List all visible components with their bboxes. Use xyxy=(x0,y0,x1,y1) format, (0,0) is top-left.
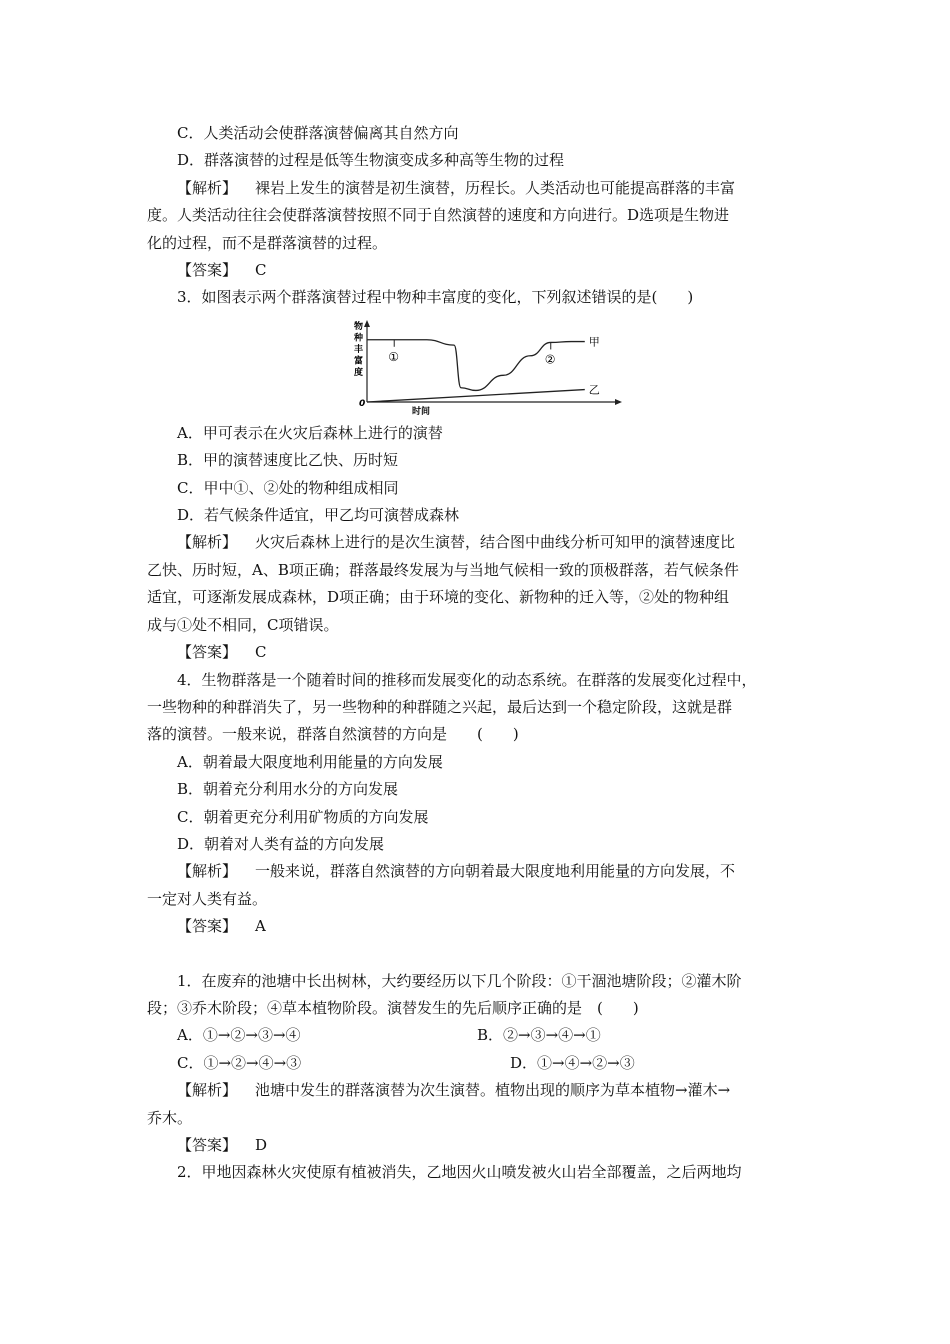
chart-svg xyxy=(337,316,627,416)
y-axis-label-char: 富 xyxy=(354,356,364,367)
analysis-text: 度。人类活动往往会使群落演替按照不同于自然演替的速度和方向进行。D选项是生物进 xyxy=(147,206,730,225)
analysis xyxy=(147,1077,807,1104)
option-c: C．朝着更充分利用矿物质的方向发展 xyxy=(177,807,429,826)
option-a: A．①→②→③→④ xyxy=(177,1026,301,1045)
option-d: D．群落演替的过程是低等生物演变成多种高等生物的过程 xyxy=(177,151,565,170)
series-label-2: 乙 xyxy=(588,383,600,397)
analysis xyxy=(147,175,807,202)
analysis-text: 化的过程，而不是群落演替的过程。 xyxy=(147,233,388,252)
answer-value: D xyxy=(255,1136,268,1154)
x-axis-label: 时间 xyxy=(412,406,431,416)
option-b: B．甲的演替速度比乙快、历时短 xyxy=(177,451,399,470)
question-stem: 落的演替。一般来说，群落自然演替的方向是 ( ) xyxy=(147,725,519,744)
analysis-text: 一般来说，群落自然演替的方向朝着最大限度地利用能量的方向发展，不 xyxy=(255,862,736,881)
question-stem: 一些物种的种群消失了，另一些物种的种群随之兴起，最后达到一个稳定阶段，这就是群 xyxy=(147,697,733,716)
option-row xyxy=(147,1022,807,1049)
analysis-text: 裸岩上发生的演替是初生演替，历程长。人类活动也可能提高群落的丰富 xyxy=(255,178,736,197)
y-axis-label-char: 种 xyxy=(354,333,364,344)
series-label-1: 甲 xyxy=(588,335,600,349)
succession-chart xyxy=(147,316,807,416)
origin-label: 0 xyxy=(359,398,366,409)
option-b: B．朝着充分利用水分的方向发展 xyxy=(177,780,399,799)
analysis-tag: 【解析】 xyxy=(177,178,238,197)
answer-value: C xyxy=(255,261,267,280)
analysis xyxy=(147,858,807,885)
option-d: D．若气候条件适宜，甲乙均可演替成森林 xyxy=(177,506,460,525)
analysis-tag: 【解析】 xyxy=(177,1081,238,1100)
analysis-tag: 【解析】 xyxy=(177,533,238,552)
y-axis-label-char: 物 xyxy=(354,321,364,332)
analysis xyxy=(147,529,807,556)
analysis-text: 乔木。 xyxy=(147,1108,193,1127)
analysis-text: 成与①处不相同，C项错误。 xyxy=(147,615,339,634)
question-stem: 4．生物群落是一个随着时间的推移而发展变化的动态系统。在群落的发展变化过程中， xyxy=(177,670,757,689)
answer-value: C xyxy=(255,643,267,662)
option-c: C．甲中①、②处的物种组成相同 xyxy=(177,478,399,497)
answer xyxy=(147,1132,807,1159)
series-line-2 xyxy=(367,389,585,401)
analysis-text: 池塘中发生的群落演替为次生演替。植物出现的顺序为草本植物→灌木→ xyxy=(255,1081,731,1100)
option-b: B．②→③→④→① xyxy=(477,1026,601,1045)
option-c: C．①→②→④→③ xyxy=(177,1053,302,1072)
answer-tag: 【答案】 xyxy=(177,261,238,280)
chart-axes xyxy=(364,320,622,405)
question-stem: 2．甲地因森林火灾使原有植被消失，乙地因火山喷发被火山岩全部覆盖，之后两地均 xyxy=(177,1163,742,1182)
document-page xyxy=(147,120,807,1187)
option-row xyxy=(147,1050,807,1077)
question-stem: 段；③乔木阶段；④草本植物阶段。演替发生的先后顺序正确的是 ( ) xyxy=(147,998,639,1017)
option-d: D．朝着对人类有益的方向发展 xyxy=(177,834,385,853)
answer-value: A xyxy=(255,917,266,936)
answer xyxy=(147,913,807,940)
chart-series xyxy=(367,340,585,402)
answer xyxy=(147,639,807,666)
annotation-1: ① xyxy=(388,349,399,364)
analysis-text: 火灾后森林上进行的是次生演替，结合图中曲线分析可知甲的演替速度比 xyxy=(255,533,736,552)
answer-tag: 【答案】 xyxy=(177,643,238,662)
analysis-tag: 【解析】 xyxy=(177,862,238,881)
answer-tag: 【答案】 xyxy=(177,917,238,936)
x-axis-arrow xyxy=(615,399,622,405)
option-a: A．甲可表示在火灾后森林上进行的演替 xyxy=(177,423,443,442)
question-stem: 3．如图表示两个群落演替过程中物种丰富度的变化，下列叙述错误的是( ) xyxy=(177,288,694,307)
section-gap xyxy=(147,941,807,968)
annotation-2: ② xyxy=(544,352,556,367)
answer-tag: 【答案】 xyxy=(177,1136,238,1154)
option-d: D．①→④→②→③ xyxy=(510,1053,635,1072)
answer xyxy=(147,257,807,284)
y-axis-arrow xyxy=(364,320,370,327)
analysis-text: 一定对人类有益。 xyxy=(147,889,268,908)
question-stem: 1．在废弃的池塘中长出树林，大约要经历以下几个阶段：①干涸池塘阶段；②灌木阶 xyxy=(177,971,742,990)
option-a: A．朝着最大限度地利用能量的方向发展 xyxy=(177,752,443,771)
option-c: C．人类活动会使群落演替偏离其自然方向 xyxy=(177,124,459,142)
y-axis-label-char: 度 xyxy=(354,367,364,378)
y-axis-label-char: 丰 xyxy=(354,344,364,355)
analysis-text: 乙快、历时短，A、B项正确；群落最终发展为与当地气候相一致的顶极群落，若气候条件 xyxy=(147,560,739,579)
analysis-text: 适宜，可逐渐发展成森林，D项正确；由于环境的变化、新物种的迁入等，②处的物种组 xyxy=(147,588,730,607)
